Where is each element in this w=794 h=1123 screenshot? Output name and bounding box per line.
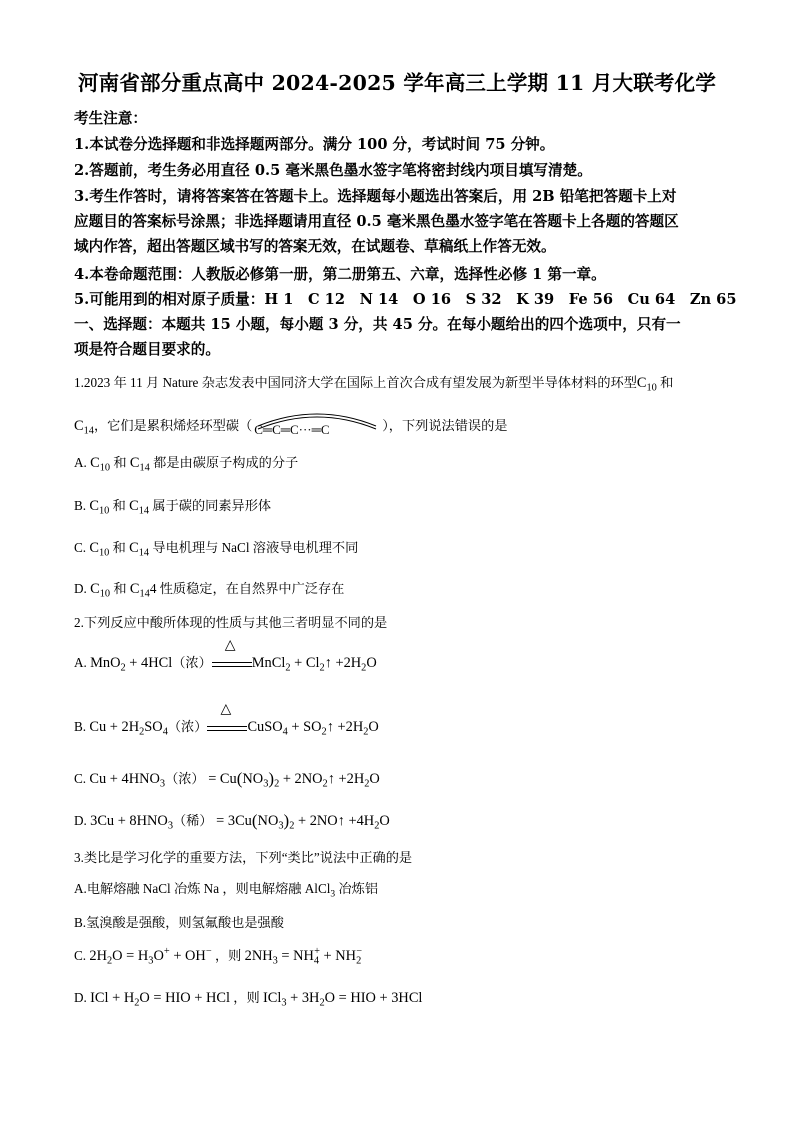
page-title: 河南省部分重点高中 2024-2025 学年高三上学期 11 月大联考化学 [77, 71, 717, 95]
heat-equals-icon: △ [207, 721, 247, 735]
notice-item-3a: 3.考生作答时，请将答案答在答题卡上。选择题每小题选出答案后，用 2B 铅笔把答题卡上对 [74, 188, 677, 205]
q2-option-d: D. $3Cu + 8HNO_3$（稀） = $3Cu(NO_3)_2$ + 2NO↑ $+4H_2O$ [74, 811, 390, 832]
heat-equals-icon: △ [212, 657, 252, 671]
q2-stem: 2.下列反应中酸所体现的性质与其他三者明显不同的是 [74, 615, 388, 630]
q2-option-a: A. MnO$_2$ + 4HCl（浓） △ MnCl$_2$ + $Cl_2↑ +2H_2O$ [74, 637, 377, 674]
q3-option-b: B.氢溴酸是强酸，则氢氟酸也是强酸 [74, 915, 284, 930]
notice-item-2: 2.答题前，考生务必用直径 0.5 毫米黑色墨水签字笔将密封线内项目填写清楚。 [74, 162, 592, 179]
q1-option-a: A. $C_{10}$ 和 $C_{14}$ 都是由碳原子构成的分子 [74, 455, 299, 474]
q3-option-d: D. ICl + $H_2O$ = HIO + HCl ，则 $ICl_3 + 3H_2O$ = HIO + 3HCl [74, 990, 423, 1009]
q1-stem-line1: 1.2023 年 11 月 Nature 杂志发表中国同济大学在国际上首次合成有望发展为新型半导体材料的环型$C_{10}$ 和 [74, 375, 674, 394]
notice-item-3c: 域内作答，超出答题区域书写的答案无效，在试题卷、草稿纸上作答无效。 [74, 238, 556, 255]
notice-item-5: 5.可能用到的相对原子质量：H 1 C 12 N 14 O 16 S 32 K 39 Fe 56 Cu 64 Zn 65 [74, 291, 737, 308]
q1-stem-line2: $C_{14}$，它们是累积烯烃环型碳（ C═C═C···═C ），下列说法错误的是 [74, 410, 508, 438]
notice-item-3b: 应题目的答案标号涂黑；非选择题请用直径 0.5 毫米黑色墨水签字笔在答题卡上各题的答题区 [74, 213, 679, 230]
q2-option-c: C. $Cu + 4HNO_3$（浓） = $Cu(NO_3)_2$ + $2NO_2↑ +2H_2O$ [74, 769, 380, 790]
q1-option-b: B. $C_{10}$ 和 $C_{14}$ 属于碳的同素异形体 [74, 498, 272, 517]
notice-item-1: 1.本试卷分选择题和非选择题两部分。满分 100 分，考试时间 75 分钟。 [74, 136, 555, 153]
section-heading-line2: 项是符合题目要求的。 [74, 341, 220, 358]
notice-heading: 考生注意： [74, 110, 147, 127]
q2-option-b: B. $Cu + 2H_2SO_4$（浓） △ CuSO$_4$ + $SO_2↑ +2H_2O$ [74, 701, 379, 738]
section-heading-line1: 一、选择题：本题共 15 小题，每小题 3 分，共 45 分。在每小题给出的四个选项中，只有一 [74, 316, 681, 333]
q3-option-c: C. $2H_2O = H_3O^+ + OH^-$ ，则 $2NH_3 = NH_4^+ + NH_2^-$ [74, 945, 363, 967]
q3-option-a: A.电解熔融 NaCl 冶炼 Na ，则电解熔融 AlCl$_3$ 冶炼铝 [74, 881, 379, 900]
notice-item-4: 4.本卷命题范围：人教版必修第一册，第二册第五、六章，选择性必修 1 第一章。 [74, 266, 606, 283]
q1-option-c: C. $C_{10}$ 和 $C_{14}$ 导电机理与 NaCl 溶液导电机理不同 [74, 540, 359, 559]
q3-stem: 3.类比是学习化学的重要方法，下列“类比”说法中正确的是 [74, 850, 413, 865]
cyclocarbon-structure: C═C═C···═C [252, 410, 382, 438]
q1-option-d: D. $C_{10}$ 和 $C_{14}4$ 性质稳定，在自然界中广泛存在 [74, 581, 345, 600]
